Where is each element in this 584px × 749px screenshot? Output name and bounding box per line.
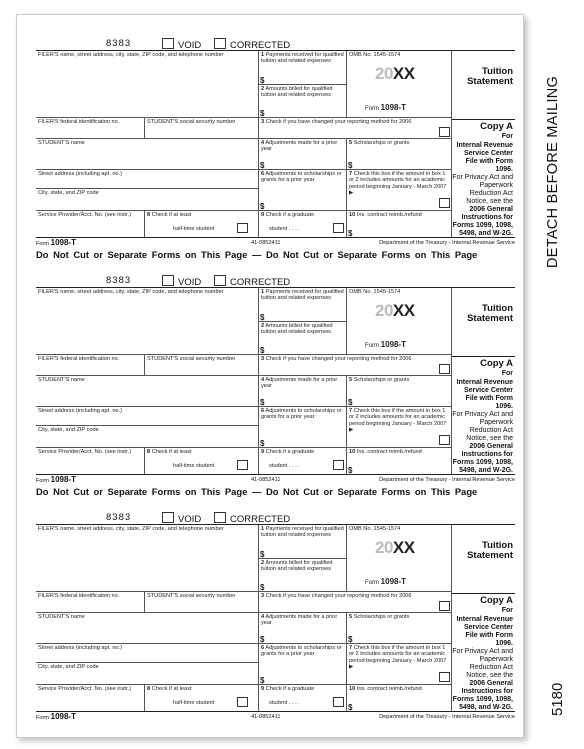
- box1-payments[interactable]: 1 Payments received for qualified tuition and related expenses $: [259, 51, 347, 85]
- box4-adjustments[interactable]: 4 Adjustments made for a prior year $: [259, 376, 347, 407]
- box7-academic-period: 7 Check this box if the amount in box 1 or 2 includes amounts for an academic period beginning January - March 2007 ▶: [347, 644, 452, 685]
- box7-academic-period: 7 Check this box if the amount in box 1 or 2 includes amounts for an academic period beginning January - March 2007 ▶: [347, 170, 452, 211]
- tax-year: 20XX: [375, 301, 415, 320]
- box8-half-time: 8 Check if at least half-time student: [145, 685, 259, 711]
- box2-amounts-billed[interactable]: 2 Amounts billed for qualified tuition and related expenses $: [259, 322, 347, 355]
- box10-insurance-refund[interactable]: 10 Ins. contract reimb./refund $: [347, 448, 452, 474]
- street-address-field[interactable]: Street address (including apt. no.): [36, 170, 259, 189]
- box6-scholarship-adjustments[interactable]: 6 Adjustments to scholarships or grants for a prior year $: [259, 644, 347, 685]
- form-code: 8383: [106, 512, 132, 523]
- footer-form-number: Form 1098-T: [36, 238, 76, 247]
- box9-graduate: 9 Check if a graduate student . . . .: [259, 448, 347, 474]
- product-number: 5180: [549, 682, 566, 716]
- tax-year: 20XX: [375, 64, 415, 83]
- city-state-zip-field[interactable]: City, state, and ZIP code: [36, 426, 259, 448]
- box3-checkbox[interactable]: [439, 364, 450, 374]
- box7-academic-period: 7 Check this box if the amount in box 1 or 2 includes amounts for an academic period beginning January - March 2007 ▶: [347, 407, 452, 448]
- corrected-option[interactable]: CORRECTED: [214, 38, 290, 50]
- box10-insurance-refund[interactable]: 10 Ins. contract reimb./refund $: [347, 211, 452, 237]
- student-name-field[interactable]: STUDENT'S name: [36, 139, 259, 170]
- form-code: 8383: [106, 275, 132, 286]
- form-grid: [36, 287, 515, 475]
- street-address-field[interactable]: Street address (including apt. no.): [36, 407, 259, 426]
- box8-checkbox[interactable]: [237, 223, 248, 233]
- filer-name-field[interactable]: FILER'S name, street address, city, state, ZIP code, and telephone number: [36, 525, 259, 592]
- student-name-field[interactable]: STUDENT'S name: [36, 613, 259, 644]
- box8-checkbox[interactable]: [237, 460, 248, 470]
- street-address-field[interactable]: Street address (including apt. no.): [36, 644, 259, 663]
- footer-form-number: Form 1098-T: [36, 712, 76, 721]
- box5-scholarships[interactable]: 5 Scholarships or grants $: [347, 139, 452, 170]
- corrected-checkbox[interactable]: [214, 512, 226, 523]
- form-code: 8383: [106, 38, 132, 49]
- filer-name-field[interactable]: FILER'S name, street address, city, state, ZIP code, and telephone number: [36, 288, 259, 355]
- box7-checkbox[interactable]: [439, 672, 450, 682]
- box6-scholarship-adjustments[interactable]: 6 Adjustments to scholarships or grants for a prior year $: [259, 407, 347, 448]
- box8-checkbox[interactable]: [237, 697, 248, 707]
- student-ssn-field[interactable]: STUDENT'S social security number: [145, 118, 259, 139]
- form-1098t-2: [36, 275, 515, 500]
- box3-method-change: 3 Check if you have changed your reporting method for 2006: [259, 592, 452, 613]
- omb-year-box: OMB No. 1545-1574 20XX Form 1098-T: [347, 288, 452, 355]
- copy-a-block: Copy A For Internal Revenue Service Center File with Form 1096. For Privacy Act and Paperwork Reduction Act Notice, see the 2006 General Instructions for Forms 1099, 1098, 5498, and W-2G.: [452, 121, 513, 237]
- void-checkbox[interactable]: [162, 512, 174, 523]
- box5-scholarships[interactable]: 5 Scholarships or grants $: [347, 613, 452, 644]
- box8-half-time: 8 Check if at least half-time student: [145, 211, 259, 237]
- box9-checkbox[interactable]: [333, 223, 344, 233]
- student-ssn-field[interactable]: STUDENT'S social security number: [145, 355, 259, 376]
- omb-year-box: OMB No. 1545-1574 20XX Form 1098-T: [347, 51, 452, 118]
- box9-graduate: 9 Check if a graduate student . . . .: [259, 211, 347, 237]
- filer-id-field[interactable]: FILER'S federal identification no.: [36, 592, 145, 613]
- department-line: Department of the Treasury - Internal Revenue Service: [379, 240, 515, 246]
- void-option[interactable]: VOID: [162, 38, 201, 50]
- box4-adjustments[interactable]: 4 Adjustments made for a prior year $: [259, 613, 347, 644]
- filer-id-field[interactable]: FILER'S federal identification no.: [36, 118, 145, 139]
- corrected-checkbox[interactable]: [214, 275, 226, 286]
- detach-label: DETACH BEFORE MAILING: [545, 75, 561, 268]
- box1-payments[interactable]: 1 Payments received for qualified tuition and related expenses $: [259, 525, 347, 559]
- tax-year: 20XX: [375, 538, 415, 557]
- form-number: Form 1098-T: [365, 103, 407, 112]
- form-number: Form 1098-T: [365, 340, 407, 349]
- footer-form-number: Form 1098-T: [36, 475, 76, 484]
- box3-method-change: 3 Check if you have changed your reporting method for 2006: [259, 355, 452, 376]
- do-not-cut-notice: Do Not Cut or Separate Forms on This Page — Do Not Cut or Separate Forms on This Page: [36, 486, 478, 497]
- copy-a-block: Copy A For Internal Revenue Service Center File with Form 1096. For Privacy Act and Paperwork Reduction Act Notice, see the 2006 General Instructions for Forms 1099, 1098, 5498, and W-2G.: [452, 358, 513, 474]
- tuition-statement-title: Tuition Statement: [467, 540, 513, 561]
- tuition-statement-title: Tuition Statement: [467, 66, 513, 87]
- box2-amounts-billed[interactable]: 2 Amounts billed for qualified tuition and related expenses $: [259, 85, 347, 118]
- form-1098t-1: [36, 38, 515, 263]
- box7-checkbox[interactable]: [439, 435, 450, 445]
- box4-adjustments[interactable]: 4 Adjustments made for a prior year $: [259, 139, 347, 170]
- catalog-number: 41-0852411: [251, 240, 281, 246]
- catalog-number: 41-0852411: [251, 714, 281, 720]
- void-option[interactable]: VOID: [162, 275, 201, 287]
- copy-a-block: Copy A For Internal Revenue Service Center File with Form 1096. For Privacy Act and Paperwork Reduction Act Notice, see the 2006 General Instructions for Forms 1099, 1098, 5498, and W-2G.: [452, 595, 513, 711]
- box1-payments[interactable]: 1 Payments received for qualified tuition and related expenses $: [259, 288, 347, 322]
- department-line: Department of the Treasury - Internal Revenue Service: [379, 714, 515, 720]
- student-ssn-field[interactable]: STUDENT'S social security number: [145, 592, 259, 613]
- void-checkbox[interactable]: [162, 38, 174, 49]
- student-name-field[interactable]: STUDENT'S name: [36, 376, 259, 407]
- filer-name-field[interactable]: FILER'S name, street address, city, state, ZIP code, and telephone number: [36, 51, 259, 118]
- box3-method-change: 3 Check if you have changed your reporting method for 2006: [259, 118, 452, 139]
- box7-checkbox[interactable]: [439, 198, 450, 208]
- box5-scholarships[interactable]: 5 Scholarships or grants $: [347, 376, 452, 407]
- form-grid: [36, 524, 515, 712]
- city-state-zip-field[interactable]: City, state, and ZIP code: [36, 189, 259, 211]
- catalog-number: 41-0852411: [251, 477, 281, 483]
- service-provider-field[interactable]: Service Provider/Acct. No. (see instr.): [36, 211, 145, 237]
- corrected-option[interactable]: CORRECTED: [214, 275, 290, 287]
- tuition-statement-title: Tuition Statement: [467, 303, 513, 324]
- box6-scholarship-adjustments[interactable]: 6 Adjustments to scholarships or grants for a prior year $: [259, 170, 347, 211]
- form-footer: [36, 712, 515, 724]
- box3-checkbox[interactable]: [439, 127, 450, 137]
- city-state-zip-field[interactable]: City, state, and ZIP code: [36, 663, 259, 685]
- box2-amounts-billed[interactable]: 2 Amounts billed for qualified tuition and related expenses $: [259, 559, 347, 592]
- box10-insurance-refund[interactable]: 10 Ins. contract reimb./refund $: [347, 685, 452, 711]
- box8-half-time: 8 Check if at least half-time student: [145, 448, 259, 474]
- box9-checkbox[interactable]: [333, 460, 344, 470]
- form-1098t-3: [36, 512, 515, 737]
- form-number: Form 1098-T: [365, 577, 407, 586]
- service-provider-field[interactable]: Service Provider/Acct. No. (see instr.): [36, 448, 145, 474]
- service-provider-field[interactable]: Service Provider/Acct. No. (see instr.): [36, 685, 145, 711]
- corrected-option[interactable]: CORRECTED: [214, 512, 290, 524]
- box9-checkbox[interactable]: [333, 697, 344, 707]
- do-not-cut-notice: Do Not Cut or Separate Forms on This Page — Do Not Cut or Separate Forms on This Page: [36, 249, 478, 260]
- omb-year-box: OMB No. 1545-1574 20XX Form 1098-T: [347, 525, 452, 592]
- form-grid: [36, 50, 515, 238]
- corrected-checkbox[interactable]: [214, 38, 226, 49]
- filer-id-field[interactable]: FILER'S federal identification no.: [36, 355, 145, 376]
- void-option[interactable]: VOID: [162, 512, 201, 524]
- department-line: Department of the Treasury - Internal Revenue Service: [379, 477, 515, 483]
- void-checkbox[interactable]: [162, 275, 174, 286]
- box9-graduate: 9 Check if a graduate student . . . .: [259, 685, 347, 711]
- box3-checkbox[interactable]: [439, 601, 450, 611]
